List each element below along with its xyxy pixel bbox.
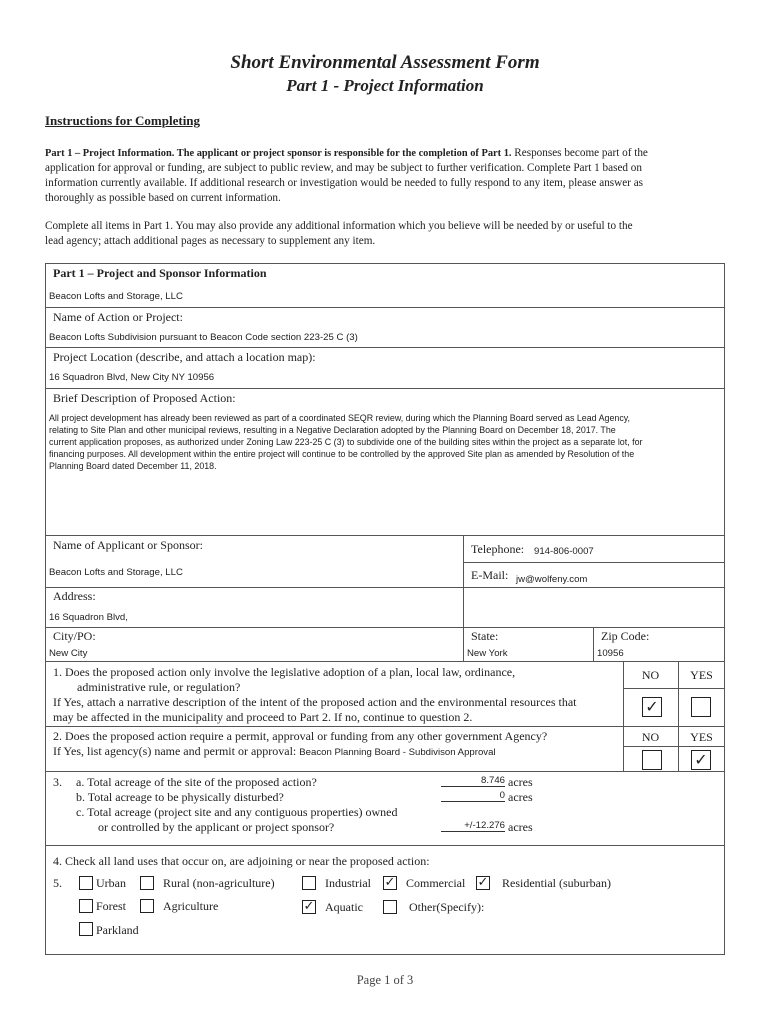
row-divider <box>463 562 725 563</box>
telephone-label: Telephone: <box>471 542 525 556</box>
location-field[interactable]: 16 Squadron Blvd, New City NY 10956 <box>49 372 215 383</box>
q2-yes-label: YES <box>690 730 713 744</box>
question-1-line: administrative rule, or regulation? <box>77 680 241 694</box>
row-divider <box>45 627 725 628</box>
state-label: State: <box>471 629 499 643</box>
state-field[interactable]: New York <box>467 648 508 659</box>
instructions-text: Responses become part of the <box>511 147 648 159</box>
location-label: Project Location (describe, and attach a location map): <box>53 350 316 364</box>
description-line: Planning Board dated December 11, 2018. <box>49 461 217 471</box>
description-line: All project development has already been reviewed as part of a coordinated SEQR review, during which the Planning Board served as Lead Agency, <box>49 413 630 423</box>
question-1-line: may be affected in the municipality and proceed to Part 2. If no, continue to question 2. <box>53 710 473 724</box>
q1-no-checkbox[interactable]: ✓ <box>642 697 662 717</box>
q1-no-label: NO <box>641 668 660 682</box>
q3c-label: or controlled by the applicant or project sponsor? <box>98 820 335 834</box>
form-subtitle: Part 1 - Project Information <box>286 76 484 95</box>
row-divider <box>623 746 725 747</box>
residential-label: Residential (suburban) <box>502 876 611 890</box>
row-divider <box>623 688 725 689</box>
industrial-checkbox[interactable] <box>302 876 316 890</box>
industrial-label: Industrial <box>325 876 371 890</box>
question-1-line: If Yes, attach a narrative description of the intent of the proposed action and the environmental resources that <box>53 695 577 709</box>
instructions-paragraph-1 <box>45 146 725 206</box>
description-field[interactable] <box>49 412 725 472</box>
instructions-bold-lead: Part 1 – Project Information. The applicant or project sponsor is responsible for the completion of Part 1. <box>45 148 512 159</box>
question-5-number: 5. <box>53 876 62 890</box>
q1-yes-label: YES <box>690 668 713 682</box>
aquatic-label: Aquatic <box>325 900 363 914</box>
acres-unit: acres <box>508 790 533 804</box>
description-line: relating to Site Plan and other municipal reviews, resulting in a Negative Declaration adopted by the Planning Board on December 18, 2017. The <box>49 425 616 435</box>
row-divider <box>45 307 725 308</box>
question-1-line: 1. Does the proposed action only involve the legislative adoption of a plan, local law, ordinance, <box>53 665 516 679</box>
acres-unit: acres <box>508 820 533 834</box>
q3a-field[interactable]: 8.746 <box>441 775 505 787</box>
aquatic-checkbox[interactable]: ✓ <box>303 899 315 914</box>
instructions-text: information currently available. If additional research or investigation would be needed to fully respond to any item, please answer as <box>45 177 644 189</box>
zip-label: Zip Code: <box>601 629 650 643</box>
q3c-label: c. Total acreage (project site and any contiguous properties) owned <box>76 805 398 819</box>
column-divider <box>593 627 594 661</box>
description-line: current application proposes, as authorized under Zoning Law 223-25 C (3) to subdivide one of the building sites within the project as a separate lot, for <box>49 437 643 447</box>
q3b-field[interactable]: 0 <box>441 790 505 802</box>
address-label: Address: <box>53 589 96 603</box>
q2-no-label: NO <box>641 730 660 744</box>
row-divider <box>45 771 725 772</box>
q3a-label: a. Total acreage of the site of the proposed action? <box>76 775 317 789</box>
commercial-checkbox[interactable]: ✓ <box>384 875 396 890</box>
page-number: Page 1 of 3 <box>356 973 414 987</box>
applicant-label: Name of Applicant or Sponsor: <box>53 538 203 552</box>
city-label: City/PO: <box>53 629 96 643</box>
parkland-label: Parkland <box>96 923 139 937</box>
email-label: E-Mail: <box>471 568 509 582</box>
action-field[interactable]: Beacon Lofts Subdivision pursuant to Beacon Code section 223-25 C (3) <box>49 332 358 343</box>
action-label: Name of Action or Project: <box>53 310 183 324</box>
q2-yes-checkbox[interactable]: ✓ <box>691 750 711 770</box>
q2-no-checkbox[interactable] <box>642 750 662 770</box>
city-field[interactable]: New City <box>49 648 88 659</box>
instructions-text: lead agency; attach additional pages as necessary to supplement any item. <box>45 235 376 247</box>
question-3-number: 3. <box>53 775 62 789</box>
email-field[interactable]: jw@wolfeny.com <box>516 574 588 585</box>
telephone-field[interactable]: 914-806-0007 <box>534 546 594 557</box>
forest-label: Forest <box>96 899 126 913</box>
instructions-text: application for approval or funding, are subject to public review, and may be subject to further verification. Complete Part 1 based on <box>45 162 642 174</box>
acres-unit: acres <box>508 775 533 789</box>
agriculture-checkbox[interactable] <box>140 899 154 913</box>
question-1-text <box>53 665 577 725</box>
zip-field[interactable]: 10956 <box>597 648 624 659</box>
column-divider <box>463 535 464 661</box>
row-divider <box>45 845 725 846</box>
rural-checkbox[interactable] <box>140 876 154 890</box>
other-label: Other(Specify): <box>409 900 485 914</box>
forest-checkbox[interactable] <box>79 899 93 913</box>
row-divider <box>45 587 725 588</box>
q1-yes-checkbox[interactable] <box>691 697 711 717</box>
agriculture-label: Agriculture <box>163 899 219 913</box>
form-title: Short Environmental Assessment Form <box>230 52 540 73</box>
urban-checkbox[interactable] <box>79 876 93 890</box>
residential-checkbox[interactable]: ✓ <box>477 875 489 890</box>
instructions-heading: Instructions for Completing <box>45 113 201 128</box>
commercial-label: Commercial <box>406 876 466 890</box>
row-divider <box>45 388 725 389</box>
parkland-checkbox[interactable] <box>79 922 93 936</box>
q3b-label: b. Total acreage to be physically disturbed? <box>76 790 284 804</box>
other-checkbox[interactable] <box>383 900 397 914</box>
sponsor-field[interactable]: Beacon Lofts and Storage, LLC <box>49 291 183 302</box>
rural-label: Rural (non-agriculture) <box>163 876 275 890</box>
instructions-text: thoroughly as possible based on current information. <box>45 192 281 204</box>
applicant-field[interactable]: Beacon Lofts and Storage, LLC <box>49 567 183 578</box>
question-2-line: 2. Does the proposed action require a permit, approval or funding from any other government Agency? <box>53 729 548 743</box>
instructions-paragraph-2 <box>45 219 725 249</box>
section-title: Part 1 – Project and Sponsor Information <box>53 266 267 280</box>
agency-field[interactable]: Beacon Planning Board - Subdivison Approval <box>299 747 496 758</box>
instructions-text: Complete all items in Part 1. You may also provide any additional information which you believe will be needed by or useful to the <box>45 220 633 232</box>
address-field[interactable]: 16 Squadron Blvd, <box>49 612 128 623</box>
description-line: financing purposes. All development within the entire project will continue to be controlled by the approved Site plan as amended by Resolution of the <box>49 449 635 459</box>
urban-label: Urban <box>96 876 126 890</box>
description-label: Brief Description of Proposed Action: <box>53 391 236 405</box>
row-divider <box>45 347 725 348</box>
question-2-line: If Yes, list agency(s) name and permit or approval: <box>53 744 297 758</box>
row-divider <box>45 535 725 536</box>
question-2-text <box>53 729 547 760</box>
form-table <box>45 263 725 955</box>
question-4-text: 4. Check all land uses that occur on, are adjoining or near the proposed action: <box>53 854 430 868</box>
q3c-field[interactable]: +/-12.276 <box>441 820 505 832</box>
